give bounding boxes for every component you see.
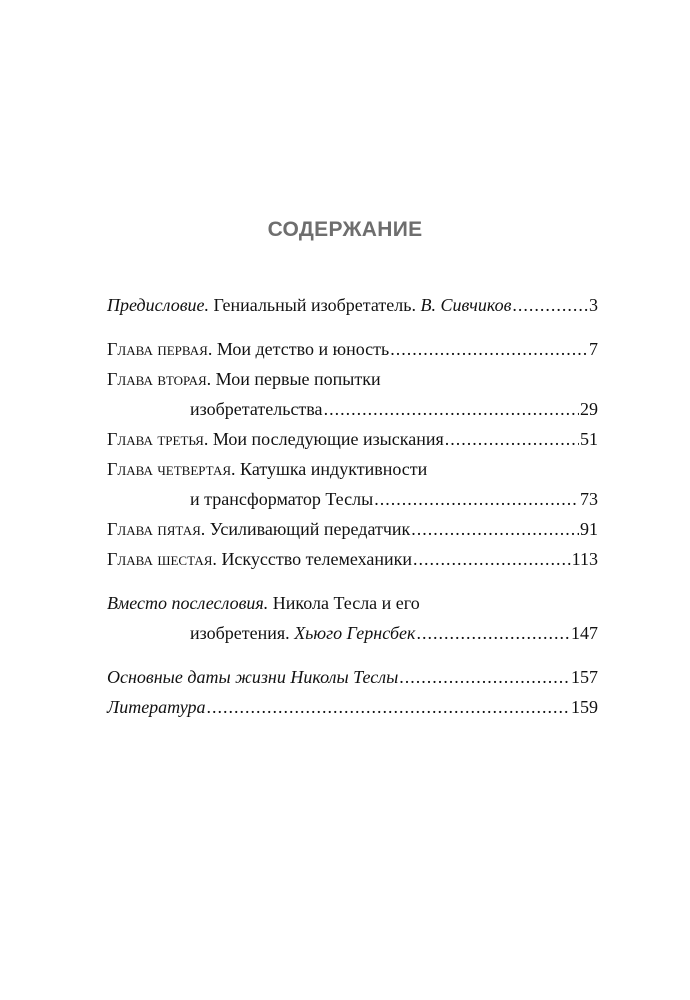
- toc-entry-dates[interactable]: Основные даты жизни Николы Теслы ..... 157: [107, 662, 598, 692]
- toc-entry-chapter-4-cont[interactable]: и трансформатор Теслы ..... 73: [107, 484, 598, 514]
- page-number: 29: [580, 399, 598, 419]
- leader-dots: [413, 544, 571, 574]
- page-number: 147: [571, 623, 598, 643]
- leader-dots: [399, 662, 570, 692]
- toc-entry-chapter-2[interactable]: Глава вторая. Мои первые попытки: [107, 369, 381, 389]
- page-number: 157: [571, 667, 598, 687]
- leader-dots: [416, 618, 570, 648]
- leader-dots: [324, 394, 579, 424]
- leader-dots: [206, 692, 570, 722]
- page-number: 73: [580, 489, 598, 509]
- leader-dots: [512, 290, 588, 320]
- toc-entry-chapter-5[interactable]: Глава пятая. Усиливающий передатчик ..... 91: [107, 514, 598, 544]
- toc-entry-chapter-4[interactable]: Глава четвертая. Катушка индуктивности: [107, 459, 428, 479]
- toc-entry-afterword-cont[interactable]: изобретения. Хьюго Гернсбек ..... 147: [107, 618, 598, 648]
- page-title: СОДЕРЖАНИЕ: [267, 218, 423, 241]
- leader-dots: [445, 424, 579, 454]
- toc-entry-text: Предисловие. Гениальный изобретатель. В. Сивчиков: [107, 295, 512, 315]
- page-number: 113: [571, 549, 598, 569]
- toc-entry-afterword[interactable]: Вместо послесловия. Никола Тесла и его: [107, 593, 420, 613]
- page-number: 7: [589, 339, 598, 359]
- page-number: 51: [580, 429, 598, 449]
- page-number: 159: [571, 697, 598, 717]
- toc-entry-chapter-2-cont[interactable]: изобретательства ..... 29: [107, 394, 598, 424]
- toc-entry-chapter-6[interactable]: Глава шестая. Искусство телемеханики ..... 113: [107, 544, 598, 574]
- page-number: 91: [580, 519, 598, 539]
- table-of-contents: [107, 290, 598, 722]
- toc-entry-literature[interactable]: Литература ..... 159: [107, 692, 598, 722]
- leader-dots: [390, 334, 588, 364]
- toc-entry-chapter-1[interactable]: Глава первая. Мои детство и юность ..... 7: [107, 334, 598, 364]
- leader-dots: [374, 484, 579, 514]
- toc-entry-chapter-3[interactable]: Глава третья. Мои последующие изыскания ..... 51: [107, 424, 598, 454]
- toc-entry-preface[interactable]: [107, 290, 598, 320]
- page-number: 3: [589, 295, 598, 315]
- leader-dots: [411, 514, 579, 544]
